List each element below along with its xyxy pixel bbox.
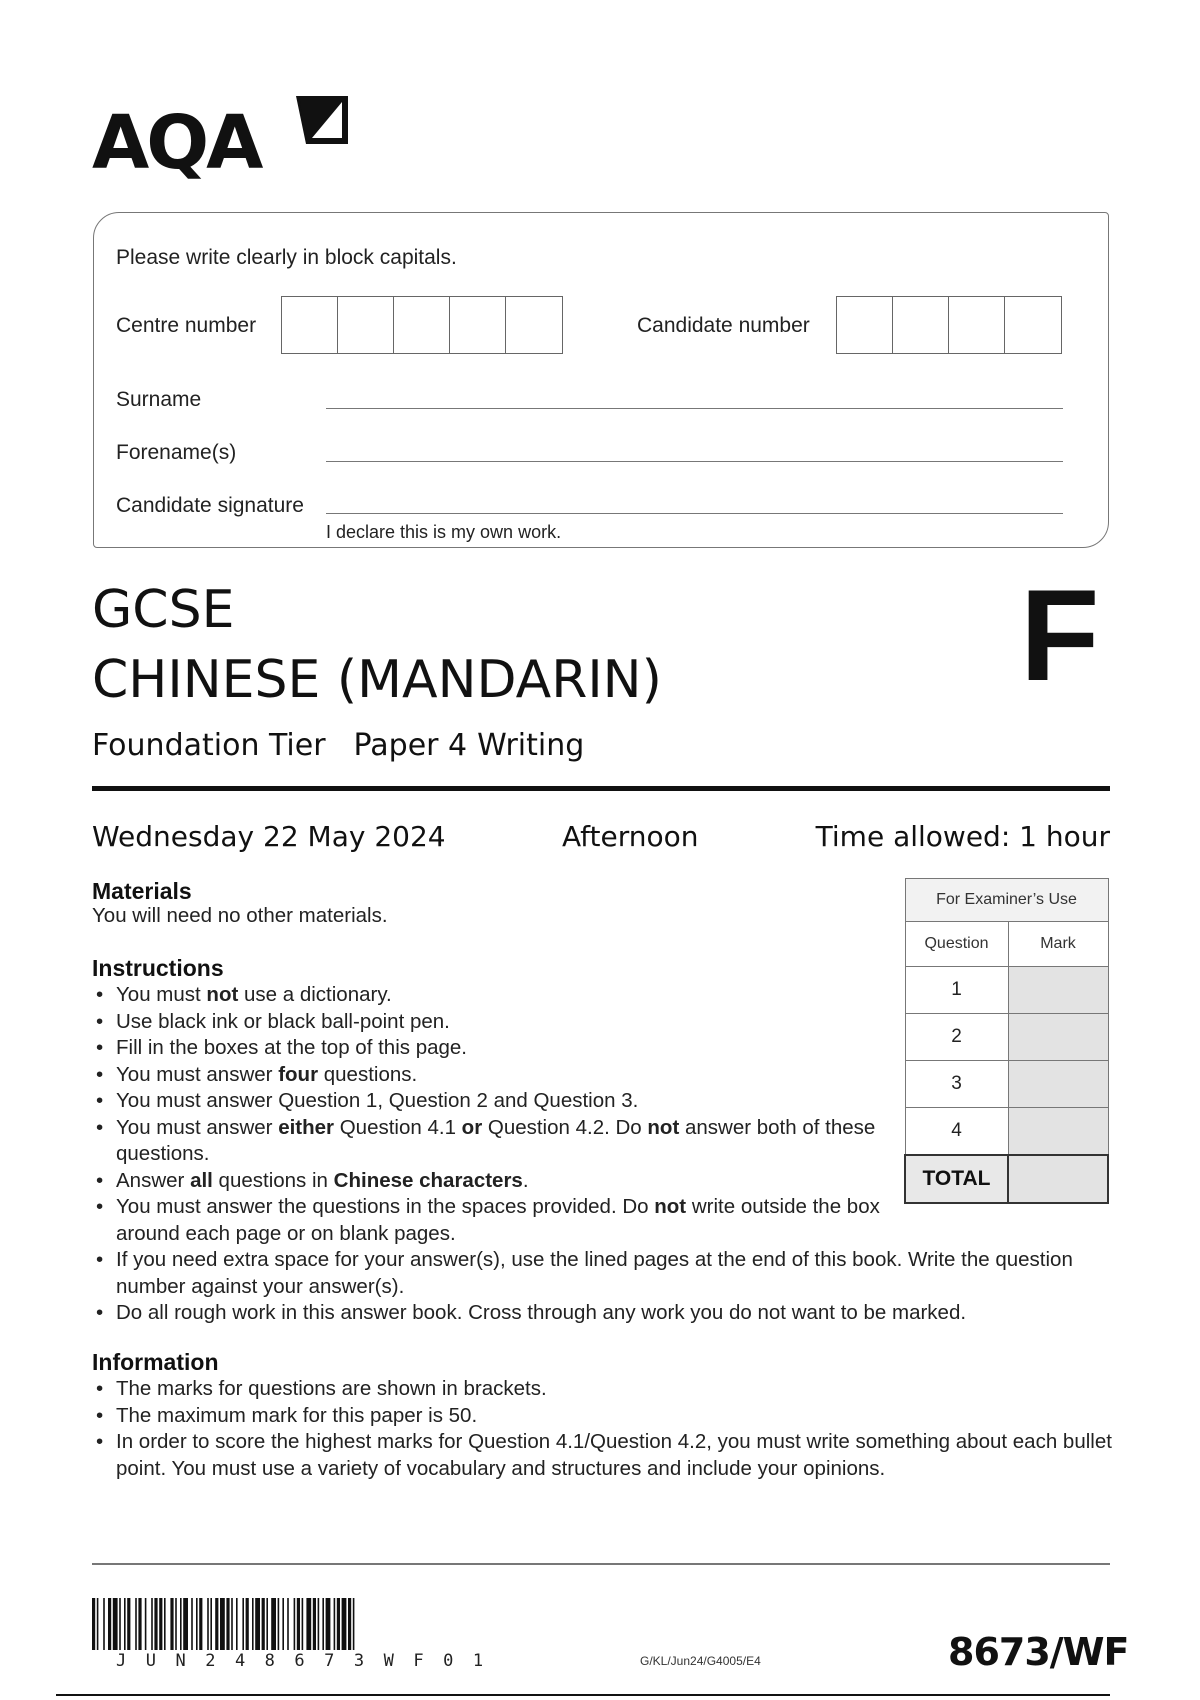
- forenames-field[interactable]: [326, 461, 1063, 462]
- barcode-bar: [326, 1598, 331, 1650]
- instructions-item-text: questions in: [212, 1168, 334, 1192]
- subject-title: CHINESE (MANDARIN): [92, 650, 662, 710]
- instructions-item-text: Use black ink or black ball-point pen.: [116, 1009, 450, 1033]
- centre-number-cell[interactable]: [394, 297, 450, 353]
- barcode-bar: [287, 1598, 289, 1650]
- instructions-item-text: You must answer: [116, 1062, 279, 1086]
- barcode-bar: [119, 1598, 121, 1650]
- barcode-bar: [97, 1598, 99, 1650]
- barcode-bar: [170, 1598, 173, 1650]
- barcode-bar: [159, 1598, 162, 1650]
- instructions-item-text: You must answer the questions in the spaces provided. Do: [116, 1195, 655, 1218]
- barcode-bar: [113, 1598, 118, 1650]
- barcode-bar: [164, 1598, 166, 1650]
- barcode-bar: [220, 1598, 225, 1650]
- question-number: 2: [905, 1014, 1008, 1061]
- instructions-item-text: Do all rough work in this answer book. Cross through any work you do not want to be marked.: [116, 1301, 967, 1324]
- barcode-bar: [266, 1598, 268, 1650]
- tier-label: Foundation Tier: [92, 728, 326, 763]
- barcode-bar: [278, 1598, 280, 1650]
- instructions-item-text: You must answer Question 1, Question 2 and Question 3.: [116, 1089, 639, 1112]
- barcode-bar: [262, 1598, 265, 1650]
- barcode-bar: [318, 1598, 320, 1650]
- aqa-logo: [92, 92, 362, 188]
- paper-details: [92, 728, 612, 763]
- question-column-header: Question: [905, 922, 1008, 967]
- examiner-use-table: [904, 878, 1109, 1204]
- paper-reference: G/KL/Jun24/G4005/E4: [640, 1654, 761, 1668]
- signature-label: Candidate signature: [116, 494, 304, 517]
- barcode-bar: [342, 1598, 347, 1650]
- centre-number-cell[interactable]: [450, 297, 506, 353]
- question-number: 1: [905, 967, 1008, 1014]
- surname-label: Surname: [116, 388, 202, 411]
- centre-number-cell[interactable]: [282, 297, 338, 353]
- barcode-bar: [215, 1598, 218, 1650]
- component-label: Writing: [477, 728, 585, 763]
- instructions-item-text: Answer: [116, 1168, 191, 1192]
- instructions-item-text: not: [654, 1195, 687, 1218]
- candidate-number-cell[interactable]: [893, 297, 949, 353]
- information-item: [92, 1429, 1112, 1482]
- examiner-table-title: For Examiner’s Use: [905, 879, 1108, 922]
- instructions-item-text: Fill in the boxes at the top of this page.: [116, 1036, 467, 1059]
- mark-cell: [1008, 1061, 1108, 1108]
- materials-heading: Materials: [92, 878, 192, 904]
- candidate-number-label: Candidate number: [637, 314, 810, 337]
- header-divider: [92, 786, 1110, 791]
- instructions-heading: Instructions: [92, 955, 224, 981]
- barcode-bar: [199, 1598, 202, 1650]
- information-item: [92, 1403, 1112, 1430]
- mark-cell: [1008, 1014, 1108, 1061]
- centre-number-cell[interactable]: [338, 297, 394, 353]
- candidate-number-cell[interactable]: [949, 297, 1005, 353]
- barcode-bar: [226, 1598, 229, 1650]
- barcode-bar: [154, 1598, 157, 1650]
- exam-session: Afternoon: [562, 820, 699, 853]
- barcode-bar: [302, 1598, 304, 1650]
- barcode-bar: [353, 1598, 355, 1650]
- instructions-item-text: .: [522, 1168, 529, 1192]
- instructions-item-text: Chinese characters: [333, 1168, 523, 1192]
- centre-number-label: Centre number: [116, 314, 257, 337]
- candidate-number-cell[interactable]: [1005, 297, 1061, 353]
- instructions-item-text: either: [278, 1115, 335, 1139]
- instructions-item-text: not: [206, 983, 239, 1006]
- barcode-bar: [151, 1598, 153, 1650]
- instructions-item: [92, 1115, 886, 1168]
- candidate-number-boxes[interactable]: [836, 296, 1062, 354]
- barcode-bar: [252, 1598, 254, 1650]
- barcode-bar: [92, 1598, 95, 1650]
- barcode-bar: [127, 1598, 130, 1650]
- total-mark-cell: [1008, 1155, 1108, 1203]
- barcode-bar: [191, 1598, 193, 1650]
- instructions-item: [92, 1194, 886, 1247]
- barcode-bar: [294, 1598, 296, 1650]
- barcode-bar: [124, 1598, 126, 1650]
- qualification-title: GCSE: [92, 580, 235, 640]
- tier-letter: F: [1020, 562, 1100, 708]
- instructions-item: [92, 1088, 886, 1115]
- forenames-label: Forename(s): [116, 441, 237, 464]
- barcode-bar: [271, 1598, 276, 1650]
- barcode-bar: [135, 1598, 137, 1650]
- time-allowed: Time allowed: 1 hour: [815, 820, 1110, 853]
- surname-field[interactable]: [326, 408, 1063, 409]
- instructions-item: [92, 1300, 1112, 1327]
- barcode-bar: [175, 1598, 177, 1650]
- candidate-number-cell[interactable]: [837, 297, 893, 353]
- instructions-item-text: questions.: [318, 1062, 418, 1086]
- barcode-bar: [180, 1598, 182, 1650]
- instructions-item: [92, 1247, 1112, 1300]
- information-item-text: In order to score the highest marks for Question 4.1/Question 4.2, you must write something about each bullet point. You must use a variety of vocabulary and structures and include your opinions.: [116, 1430, 1112, 1480]
- barcode-text: JUN248673WF01: [116, 1651, 503, 1671]
- logo-text: AQA: [92, 100, 261, 186]
- declaration-text: I declare this is my own work.: [326, 522, 562, 542]
- instructions-item-text: use a dictionary.: [238, 983, 392, 1006]
- instructions-item-text: answer both of these questions.: [116, 1115, 876, 1165]
- question-number: 4: [905, 1108, 1008, 1156]
- aqa-logo-mark-icon: [292, 92, 352, 148]
- instructions-item-text: not: [647, 1115, 680, 1139]
- instructions-item-text: four: [278, 1062, 319, 1086]
- barcode-bar: [108, 1598, 111, 1650]
- barcode-bar: [242, 1598, 244, 1650]
- barcode-bar: [313, 1598, 316, 1650]
- centre-number-cell[interactable]: [506, 297, 562, 353]
- barcode-bar: [334, 1598, 336, 1650]
- barcode-bar: [322, 1598, 324, 1650]
- total-label: TOTAL: [905, 1155, 1008, 1203]
- footer-divider: [92, 1563, 1110, 1565]
- barcode-bar: [138, 1598, 141, 1650]
- paper-code: 8673/WF: [948, 1630, 1129, 1674]
- barcode-bar: [183, 1598, 188, 1650]
- exam-date: Wednesday 22 May 2024: [92, 820, 446, 853]
- instructions-item-text: Question 4.2. Do: [482, 1115, 648, 1139]
- barcode-bar: [337, 1598, 340, 1650]
- instructions-item-text: all: [190, 1168, 213, 1192]
- instructions-item: [92, 1062, 886, 1089]
- signature-field[interactable]: [326, 513, 1063, 514]
- barcode-bar: [246, 1598, 249, 1650]
- mark-column-header: Mark: [1008, 922, 1108, 967]
- barcode-bar: [282, 1598, 284, 1650]
- information-heading: Information: [92, 1349, 219, 1375]
- barcode-bar: [210, 1598, 212, 1650]
- block-capitals-instruction: Please write clearly in block capitals.: [116, 246, 457, 269]
- barcode-bar: [196, 1598, 198, 1650]
- barcode-bar: [297, 1598, 300, 1650]
- barcode: [92, 1598, 502, 1650]
- barcode-bar: [306, 1598, 311, 1650]
- information-item-text: The marks for questions are shown in brackets.: [116, 1377, 547, 1400]
- instructions-item: [92, 1009, 886, 1036]
- barcode-bar: [207, 1598, 209, 1650]
- barcode-bar: [236, 1598, 238, 1650]
- barcode-bar: [103, 1598, 105, 1650]
- information-item: [92, 1376, 1112, 1403]
- instructions-item-text: You must answer: [116, 1115, 279, 1139]
- paper-label: Paper 4: [353, 728, 468, 763]
- instructions-item-text: Question 4.1: [334, 1115, 462, 1139]
- mark-cell: [1008, 1108, 1108, 1156]
- information-list: [92, 1376, 1112, 1482]
- instructions-item-text: write outside the box around each page or on blank pages.: [116, 1195, 880, 1245]
- centre-number-boxes[interactable]: [281, 296, 563, 354]
- page-bottom-rule: [56, 1694, 1110, 1696]
- question-number: 3: [905, 1061, 1008, 1108]
- instructions-item: [92, 1035, 886, 1062]
- instructions-item: [92, 982, 886, 1009]
- materials-text: You will need no other materials.: [92, 904, 388, 927]
- instructions-item: [92, 1168, 886, 1195]
- barcode-bar: [348, 1598, 351, 1650]
- instructions-item-text: or: [461, 1115, 483, 1139]
- barcode-bar: [231, 1598, 233, 1650]
- barcode-bar: [145, 1598, 147, 1650]
- instructions-item-text: You must: [116, 983, 207, 1006]
- barcode-bar: [255, 1598, 260, 1650]
- instructions-item-text: If you need extra space for your answer(s), use the lined pages at the end of this book. Write the question number against your answer(s).: [116, 1248, 1073, 1298]
- mark-cell: [1008, 967, 1108, 1014]
- information-item-text: The maximum mark for this paper is 50.: [116, 1403, 478, 1427]
